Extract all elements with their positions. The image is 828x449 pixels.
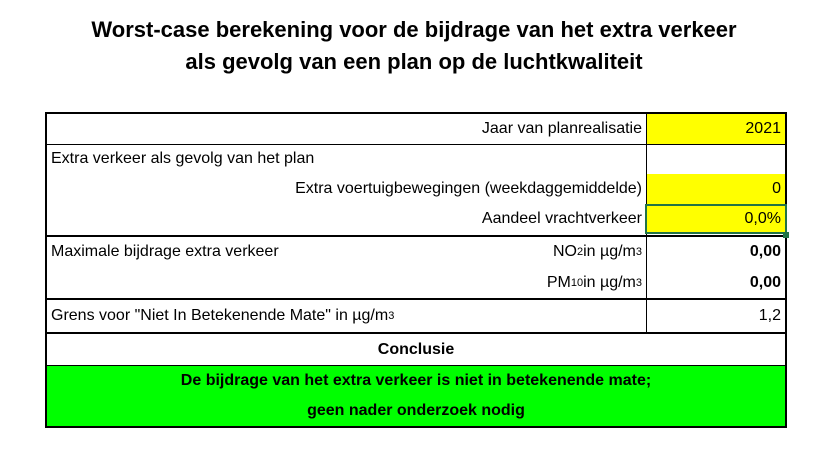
- row-divider-2: [47, 235, 785, 237]
- year-value-cell[interactable]: 2021: [647, 114, 785, 144]
- limit-value-cell[interactable]: 1,2: [758, 307, 781, 324]
- extra-traffic-row: [47, 144, 785, 174]
- limit-row: [47, 300, 785, 332]
- row-divider-3: [47, 298, 785, 300]
- conclusion-line-2: geen nader onderzoek nodig: [307, 402, 525, 419]
- no2-prefix: NO: [552, 242, 577, 260]
- row-divider-1: [47, 144, 785, 145]
- conclusion-header: Conclusie: [377, 340, 455, 358]
- limit-label: Grens voor "Niet In Betekenende Mate" in µg/m 3: [51, 307, 395, 324]
- pm10-value-cell[interactable]: 0,00: [749, 273, 781, 291]
- extra-traffic-empty-cell[interactable]: [647, 144, 785, 174]
- no2-label: NO 2 in µg/m 3: [552, 242, 642, 260]
- pm10-unit: in µg/m: [583, 273, 636, 291]
- max-contribution-label: Maximale bijdrage extra verkeer: [51, 242, 279, 260]
- movements-value-cell[interactable]: 0: [647, 174, 785, 204]
- movements-label: Extra voertuigbewegingen (weekdaggemiddelde): [295, 180, 642, 197]
- pm10-row: [47, 267, 785, 298]
- truck-share-label: Aandeel vrachtverkeer: [481, 210, 642, 227]
- movements-row: [47, 174, 785, 204]
- row-divider-5: [47, 365, 785, 366]
- conclusion-header-row: [47, 334, 785, 365]
- pm10-prefix: PM: [546, 273, 571, 291]
- extra-traffic-label: Extra verkeer als gevolg van het plan: [51, 150, 315, 167]
- sheet-title-line-2: als gevolg van een plan op de luchtkwaliteit: [185, 49, 643, 74]
- fill-handle[interactable]: [783, 232, 789, 238]
- no2-value-cell[interactable]: 0,00: [749, 242, 781, 260]
- no2-unit: in µg/m: [583, 242, 636, 260]
- row-divider-4: [47, 332, 785, 334]
- sheet-title-line-1: Worst-case berekening voor de bijdrage van het extra verkeer: [91, 17, 737, 42]
- year-label: Jaar van planrealisatie: [481, 120, 642, 137]
- truck-share-value-cell[interactable]: 0,0%: [647, 204, 785, 234]
- limit-label-text: Grens voor "Niet In Betekenende Mate" in µg/m: [51, 307, 389, 324]
- calculation-table: [45, 112, 787, 428]
- conclusion-block: [47, 366, 785, 426]
- no2-row: [47, 236, 785, 267]
- year-row: [47, 114, 785, 144]
- pm10-label: PM 10 in µg/m 3: [546, 273, 642, 291]
- active-cell-selection: [645, 204, 787, 234]
- conclusion-line-1: De bijdrage van het extra verkeer is niet in betekenende mate;: [180, 372, 652, 389]
